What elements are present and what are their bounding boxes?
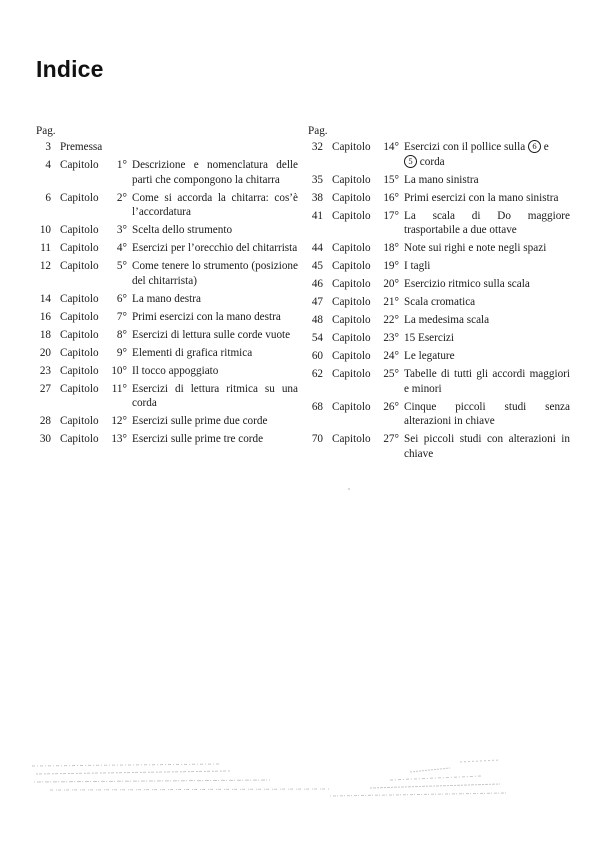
toc-chapter-label: Capitolo bbox=[60, 260, 99, 273]
toc-title: Le legature bbox=[404, 350, 455, 363]
toc-title: 15 Esercizi bbox=[404, 332, 455, 345]
toc-title: Esercizi di lettura sulle corde vuote bbox=[132, 328, 291, 341]
toc-chapter-number: 25° bbox=[383, 368, 399, 381]
toc-chapter-label: Capitolo bbox=[60, 292, 99, 305]
toc-chapter-number: 27° bbox=[383, 433, 399, 446]
toc-entry-premessa bbox=[36, 140, 298, 155]
toc-entry bbox=[308, 367, 570, 396]
toc-chapter-number: 16° bbox=[383, 191, 399, 204]
toc-title: Esercizi sulle prime due corde bbox=[132, 415, 268, 428]
toc-entry bbox=[308, 400, 570, 429]
toc-page-number: 12 bbox=[39, 260, 51, 273]
toc-title: Primi esercizi con la mano destra bbox=[132, 310, 281, 323]
toc-page-number: 32 bbox=[311, 141, 323, 153]
toc-page-number: 3 bbox=[45, 141, 51, 153]
toc-entry bbox=[36, 158, 298, 187]
toc-entry bbox=[36, 310, 298, 325]
scan-noise-decoration bbox=[30, 754, 550, 814]
toc-chapter-label: Capitolo bbox=[332, 433, 371, 446]
toc-page-number: 44 bbox=[311, 242, 323, 255]
toc-page-number: 23 bbox=[39, 364, 51, 377]
toc-title: Esercizi sulle prime tre corde bbox=[132, 433, 264, 446]
toc-entry bbox=[36, 223, 298, 238]
toc-chapter-number: 18° bbox=[383, 242, 399, 255]
toc-chapter-label: Capitolo bbox=[332, 350, 371, 363]
toc-title: Note sui righi e note negli spazi bbox=[404, 242, 547, 255]
toc-chapter-number: 13° bbox=[111, 433, 127, 446]
toc-page-number: 6 bbox=[45, 191, 51, 204]
toc-entry bbox=[308, 349, 570, 364]
toc-title: Elementi di grafica ritmica bbox=[132, 346, 253, 359]
toc-page-number: 48 bbox=[311, 314, 323, 327]
toc-entry bbox=[308, 313, 570, 328]
toc-chapter-label: Capitolo bbox=[332, 242, 371, 255]
toc-chapter-number: 14° bbox=[383, 141, 399, 153]
toc-title: Sei piccoli studi con alterazioni in chiave bbox=[404, 433, 570, 460]
toc-chapter-number: 10° bbox=[111, 364, 127, 377]
toc-chapter-number: 6° bbox=[116, 292, 127, 305]
toc-entry bbox=[308, 209, 570, 238]
toc-chapter-label: Capitolo bbox=[332, 400, 371, 413]
toc-chapter-number: 17° bbox=[383, 209, 399, 222]
toc-entry bbox=[36, 259, 298, 288]
toc-page-number: 46 bbox=[311, 278, 323, 291]
toc-title: Scelta dello strumento bbox=[132, 224, 233, 237]
toc-page-number: 35 bbox=[311, 173, 323, 186]
toc-list-left bbox=[36, 158, 298, 447]
toc-title: Premessa bbox=[60, 141, 103, 153]
toc-chapter-label: Capitolo bbox=[332, 314, 371, 327]
toc-entry bbox=[36, 414, 298, 429]
toc-chapter-label: Capitolo bbox=[332, 173, 371, 186]
toc-page-number: 68 bbox=[311, 400, 323, 413]
toc-entry bbox=[308, 140, 570, 169]
toc-chapter-label: Capitolo bbox=[60, 382, 99, 395]
toc-title: La scala di Do maggiore trasportabile a due ottave bbox=[404, 209, 570, 237]
toc-chapter-number: 2° bbox=[116, 191, 127, 204]
toc-title bbox=[404, 140, 570, 169]
toc-page-number: 27 bbox=[39, 382, 51, 395]
toc-entry bbox=[308, 277, 570, 292]
toc-entry bbox=[36, 292, 298, 307]
toc-title: Come tenere lo strumento (posizione del chitarrista) bbox=[132, 260, 298, 287]
toc-chapter-label: Capitolo bbox=[60, 328, 99, 341]
toc-chapter-label: Capitolo bbox=[332, 260, 371, 273]
toc-chapter-label: Capitolo bbox=[60, 310, 99, 323]
toc-chapter-label: Capitolo bbox=[332, 368, 371, 381]
toc-chapter-number: 12° bbox=[111, 415, 127, 428]
toc-chapter-number: 7° bbox=[116, 310, 127, 323]
toc-entry bbox=[36, 191, 298, 220]
toc-title: Esercizi per l’orecchio del chitarrista bbox=[132, 242, 298, 255]
toc-chapter-label: Capitolo bbox=[332, 296, 371, 309]
toc-page-number: 18 bbox=[39, 328, 51, 341]
toc-entry bbox=[36, 328, 298, 343]
toc-chapter-number: 3° bbox=[116, 224, 127, 237]
toc-chapter-label: Capitolo bbox=[332, 332, 371, 345]
toc-left-column bbox=[36, 124, 298, 450]
toc-title: Primi esercizi con la mano sinistra bbox=[404, 191, 559, 204]
toc-entry bbox=[308, 331, 570, 346]
toc-title: Descrizione e nomenclatura delle parti che compongono la chitarra bbox=[132, 158, 298, 186]
toc-chapter-label: Capitolo bbox=[60, 346, 99, 359]
toc-page-number: 60 bbox=[311, 350, 323, 363]
toc-page-number: 11 bbox=[40, 242, 51, 255]
toc-chapter-label: Capitolo bbox=[60, 242, 99, 255]
toc-page-number: 62 bbox=[311, 368, 323, 381]
toc-page-number: 45 bbox=[311, 260, 323, 273]
string-6-circle-icon: 6 bbox=[528, 140, 541, 153]
toc-page-number: 4 bbox=[45, 158, 51, 171]
toc-entry bbox=[308, 241, 570, 256]
toc-entry bbox=[36, 346, 298, 361]
toc-entry bbox=[308, 191, 570, 206]
toc-chapter-label: Capitolo bbox=[332, 209, 371, 222]
toc-page-number: 14 bbox=[39, 292, 51, 305]
toc-chapter-number: 4° bbox=[116, 242, 127, 255]
toc-chapter-number: 26° bbox=[383, 400, 399, 413]
toc-page-number: 70 bbox=[311, 433, 323, 446]
toc-chapter-number: 15° bbox=[383, 173, 399, 186]
toc-right-column bbox=[308, 124, 570, 465]
toc-entry bbox=[36, 364, 298, 379]
toc-title: Come si accorda la chitarra: cos’è l’accordatura bbox=[132, 191, 298, 219]
toc-chapter-number: 21° bbox=[383, 296, 399, 309]
toc-title-part: e bbox=[543, 141, 549, 153]
toc-page-number: 30 bbox=[39, 433, 51, 446]
toc-entry bbox=[308, 173, 570, 188]
string-5-circle-icon: 5 bbox=[404, 155, 417, 168]
toc-chapter-label: Capitolo bbox=[60, 364, 99, 377]
toc-title: Esercizi di lettura ritmica su una corda bbox=[132, 382, 298, 410]
toc-page-number: 16 bbox=[39, 310, 51, 323]
toc-page-number: 38 bbox=[311, 191, 323, 204]
toc-title: Il tocco appoggiato bbox=[132, 364, 219, 377]
toc-page-number: 28 bbox=[39, 415, 51, 428]
toc-title: La mano sinistra bbox=[404, 173, 479, 186]
toc-chapter-label: Capitolo bbox=[60, 191, 99, 204]
toc-chapter-number: 9° bbox=[116, 346, 127, 359]
toc-chapter-label: Capitolo bbox=[332, 278, 371, 291]
toc-chapter-number: 11° bbox=[111, 382, 127, 395]
toc-chapter-label: Capitolo bbox=[332, 191, 371, 204]
toc-entry bbox=[308, 259, 570, 274]
toc-entry bbox=[36, 241, 298, 256]
toc-chapter-label: Capitolo bbox=[60, 415, 99, 428]
toc-chapter-label: Capitolo bbox=[60, 158, 99, 171]
toc-list-right bbox=[308, 173, 570, 462]
toc-page-number: 20 bbox=[39, 346, 51, 359]
toc-chapter-number: 19° bbox=[383, 260, 399, 273]
toc-chapter-number: 23° bbox=[383, 332, 399, 345]
toc-title: Cinque piccoli studi senza alterazioni in chiave bbox=[404, 400, 570, 428]
toc-title: La mano destra bbox=[132, 292, 201, 305]
toc-title: Tabelle di tutti gli accordi maggiori e minori bbox=[404, 368, 570, 395]
toc-chapter-number: 24° bbox=[383, 350, 399, 363]
toc-title: Scala cromatica bbox=[404, 296, 476, 309]
toc-chapter-number: 5° bbox=[116, 260, 127, 273]
toc-entry bbox=[36, 432, 298, 447]
pag-header: Pag. bbox=[36, 125, 56, 137]
toc-page-number: 10 bbox=[39, 224, 51, 237]
toc-title-part: corda bbox=[419, 155, 445, 168]
toc-chapter-number: 22° bbox=[383, 314, 399, 327]
toc-page-number: 54 bbox=[311, 332, 323, 345]
toc-chapter-number: 20° bbox=[383, 278, 399, 291]
page-title: Indice bbox=[36, 56, 104, 82]
toc-page-number: 47 bbox=[311, 296, 323, 309]
toc-chapter-label: Capitolo bbox=[60, 224, 99, 237]
toc-entry bbox=[308, 295, 570, 310]
toc-chapter-label: Capitolo bbox=[60, 433, 99, 446]
toc-title: I tagli bbox=[404, 260, 431, 273]
toc-chapter-number: 1° bbox=[116, 158, 127, 171]
toc-entry bbox=[308, 432, 570, 461]
toc-title: La medesima scala bbox=[404, 314, 490, 327]
toc-chapter-label: Capitolo bbox=[332, 141, 371, 153]
toc-page-number: 41 bbox=[311, 209, 323, 222]
speckle bbox=[348, 488, 350, 490]
toc-title: Esercizio ritmico sulla scala bbox=[404, 278, 530, 291]
toc-entry bbox=[36, 382, 298, 411]
toc-title-part: Esercizi con il pollice sulla bbox=[404, 141, 526, 153]
pag-header: Pag. bbox=[308, 125, 328, 137]
toc-chapter-number: 8° bbox=[116, 328, 127, 341]
